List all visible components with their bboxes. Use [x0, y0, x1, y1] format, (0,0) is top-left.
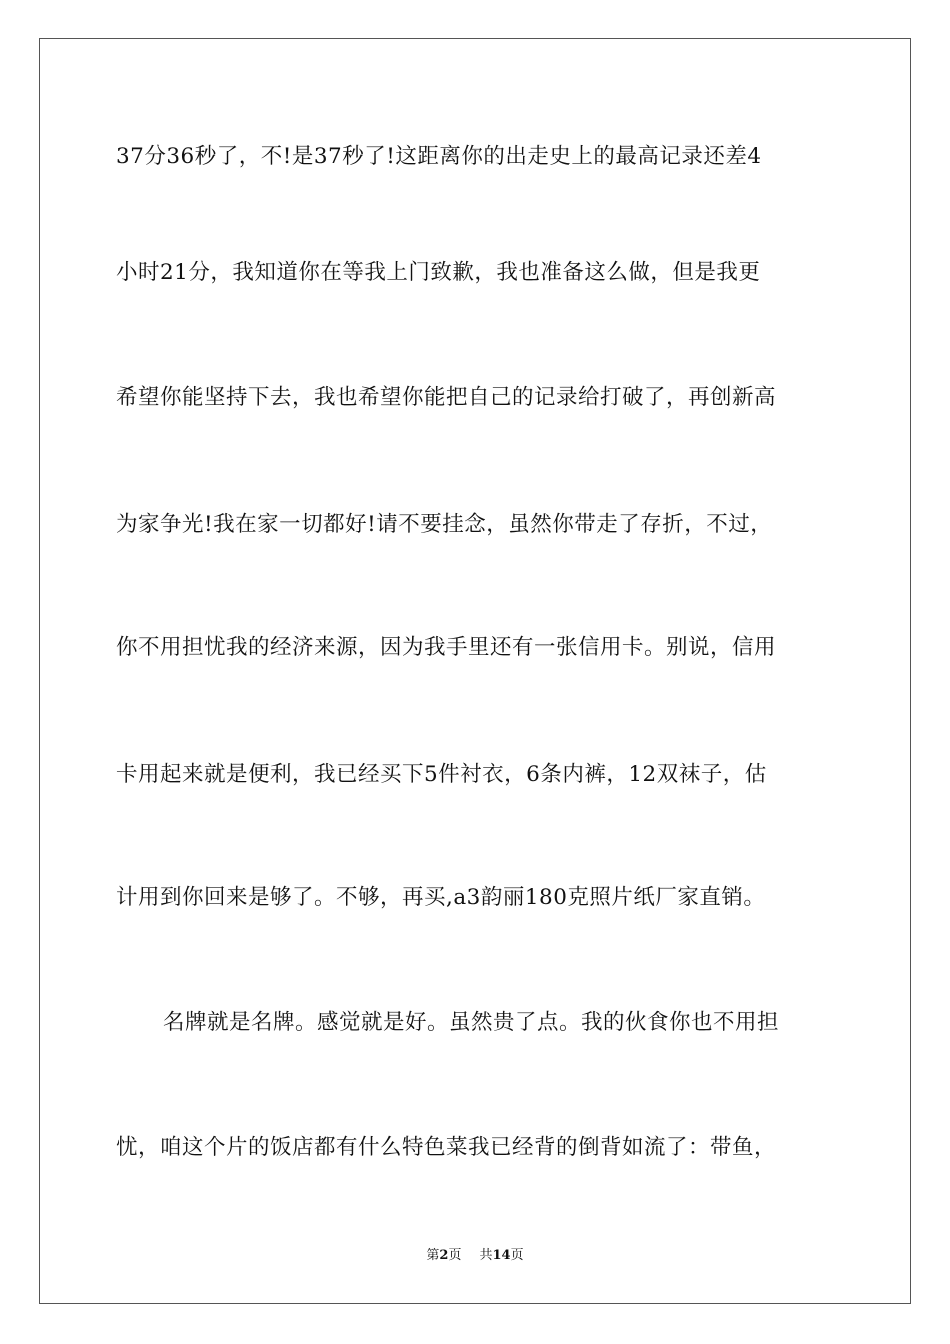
- page-number: 2: [439, 1248, 449, 1263]
- page-prefix: 第: [426, 1248, 440, 1263]
- body-text-line-7: 计用到你回来是够了。不够，再买,a3韵丽180克照片纸厂家直销。: [116, 885, 766, 910]
- body-text-line-4: 为家争光!我在家一切都好!请不要挂念，虽然你带走了存折，不过，: [116, 512, 773, 537]
- body-text-line-5: 你不用担忧我的经济来源，因为我手里还有一张信用卡。别说，信用: [116, 635, 777, 660]
- total-suffix: 页: [510, 1248, 524, 1263]
- body-text-line-9: 忧，咱这个片的饭店都有什么特色菜我已经背的倒背如流了：带鱼，: [116, 1135, 777, 1160]
- body-text-line-6: 卡用起来就是便利，我已经买下5件衬衣，6条内裤，12双袜子，估: [116, 762, 767, 787]
- total-prefix: 共: [479, 1248, 493, 1263]
- total-pages: 14: [492, 1248, 511, 1263]
- body-text-line-2: 小时21分，我知道你在等我上门致歉，我也准备这么做，但是我更: [116, 260, 761, 285]
- page-border: [39, 38, 911, 1304]
- page-suffix: 页: [448, 1248, 462, 1263]
- body-text-line-3: 希望你能坚持下去，我也希望你能把自己的记录给打破了，再创新高: [116, 385, 777, 410]
- body-text-line-8: 名牌就是名牌。感觉就是好。虽然贵了点。我的伙食你也不用担: [163, 1010, 780, 1035]
- body-text-line-1: 37分36秒了，不!是37秒了!这距离你的出走史上的最高记录还差4: [116, 144, 762, 169]
- page-footer: [0, 1247, 950, 1265]
